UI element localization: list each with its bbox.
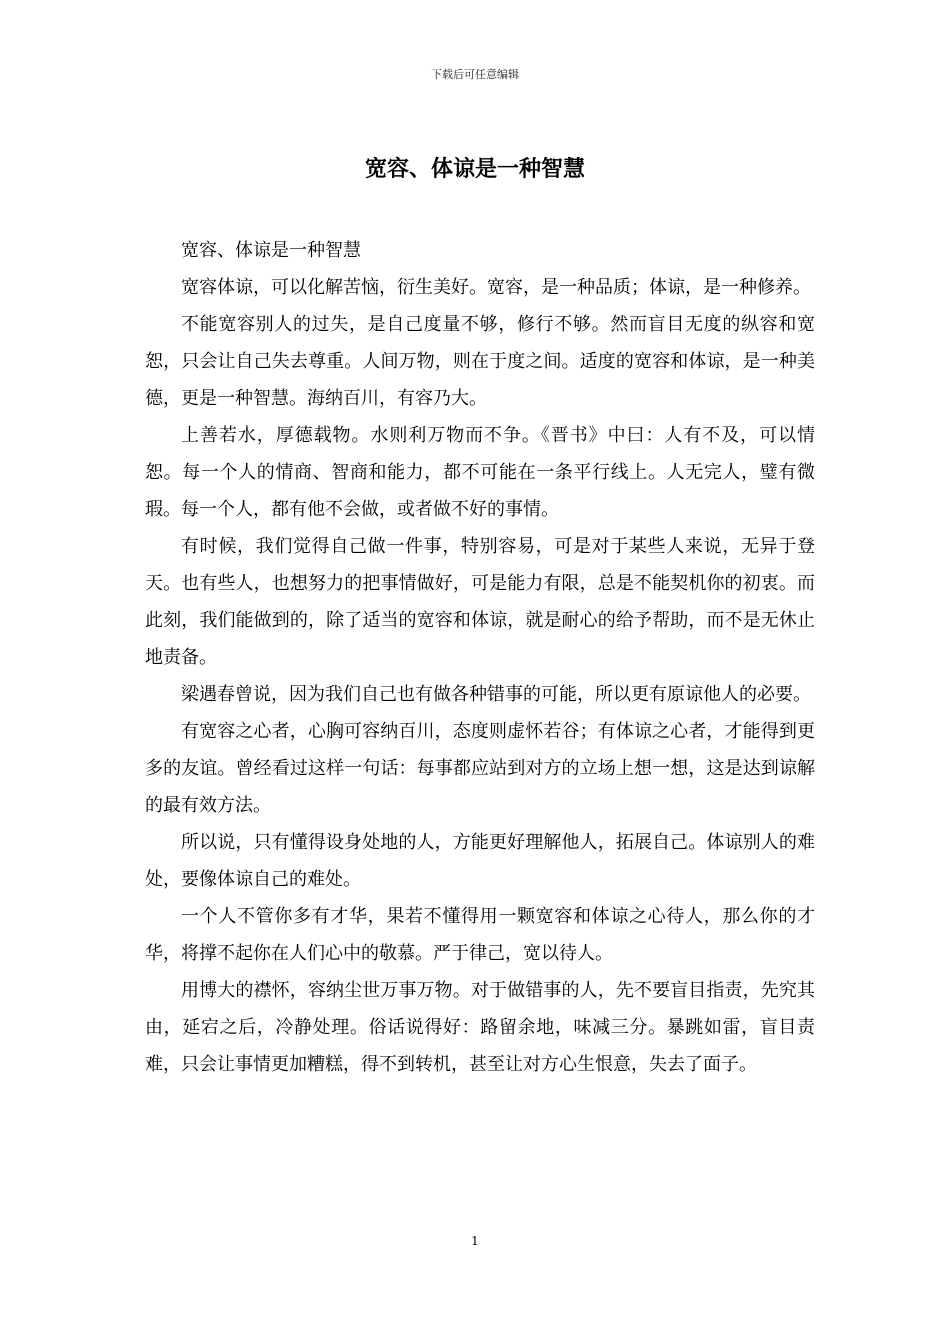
paragraph: 梁遇春曾说，因为我们自己也有做各种错事的可能，所以更有原谅他人的必要。 [181, 684, 811, 705]
paragraph: 所以说，只有懂得设身处地的人，方能更好理解他人，拓展自己。体谅别人的难处，要像体谅自己的难处。 [145, 832, 815, 890]
paragraph: 用博大的襟怀，容纳尘世万事万物。对于做错事的人，先不要盲目指责，先究其由，延宕之后，冷静处理。俗话说得好：路留余地，味减三分。暴跳如雷，盲目责难，只会让事情更加糟糕，得不到转机，甚至让对方心生恨意，失去了面子。 [145, 980, 815, 1075]
paragraph: 有时候，我们觉得自己做一件事，特别容易，可是对于某些人来说，无异于登天。也有些人，也想努力的把事情做好，可是能力有限，总是不能契机你的初衷。而此刻，我们能做到的，除了适当的宽容和体谅，就是耐心的给予帮助，而不是无休止地责备。 [145, 536, 815, 668]
paragraph: 宽容、体谅是一种智慧 [181, 240, 361, 261]
page-number: 1 [471, 1234, 479, 1248]
paragraph: 上善若水，厚德载物。水则利万物而不争。《晋书》中曰：人有不及，可以情恕。每一个人的情商、智商和能力，都不可能在一条平行线上。人无完人，璧有微瑕。每一个人，都有他不会做，或者做不好的事情。 [145, 425, 815, 520]
document-body [145, 232, 815, 1083]
paragraph: 一个人不管你多有才华，果若不懂得用一颗宽容和体谅之心待人，那么你的才华，将撑不起你在人们心中的敬慕。严于律己，宽以待人。 [145, 906, 815, 964]
paragraph: 宽容体谅，可以化解苦恼，衍生美好。宽容，是一种品质；体谅，是一种修养。 [181, 277, 811, 298]
paragraph: 不能宽容别人的过失，是自己度量不够，修行不够。然而盲目无度的纵容和宽恕，只会让自己失去尊重。人间万物，则在于度之间。适度的宽容和体谅，是一种美德，更是一种智慧。海纳百川，有容乃大。 [145, 314, 815, 409]
paragraph: 有宽容之心者，心胸可容纳百川，态度则虚怀若谷；有体谅之心者，才能得到更多的友谊。曾经看过这样一句话：每事都应站到对方的立场上想一想，这是达到谅解的最有效方法。 [145, 721, 815, 816]
document-title: 宽容、体谅是一种智慧 [364, 156, 585, 182]
header-note: 下载后可任意编辑 [431, 68, 519, 81]
